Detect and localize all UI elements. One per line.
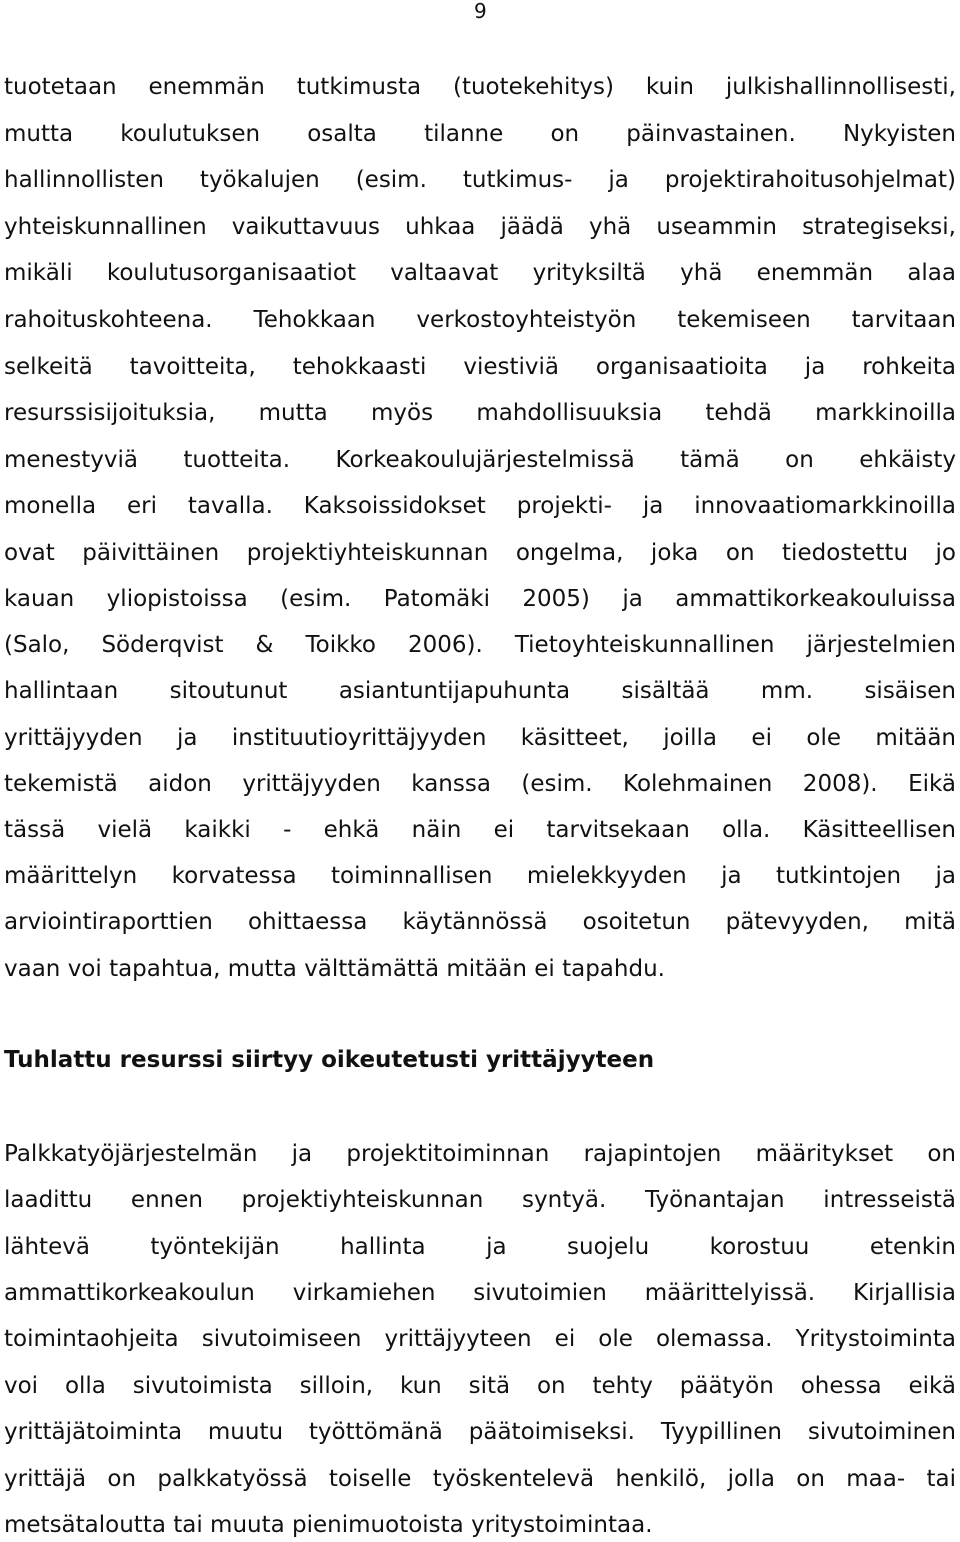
text-line: ammattikorkeakoulun virkamiehen sivutoimien määrittelyissä. Kirjallisia	[4, 1280, 956, 1306]
text-line: yhteiskunnallinen vaikuttavuus uhkaa jäädä yhä useammin strategiseksi,	[4, 214, 956, 240]
text-line: lähtevä työntekijän hallinta ja suojelu korostuu etenkin	[4, 1234, 956, 1260]
text-line: yrittäjä on palkkatyössä toiselle työskentelevä henkilö, jolla on maa- tai	[4, 1466, 956, 1492]
text-line: rahoituskohteena. Tehokkaan verkostoyhteistyön tekemiseen tarvitaan	[4, 307, 956, 333]
text-line: määrittelyn korvatessa toiminnallisen mielekkyyden ja tutkintojen ja	[4, 863, 956, 889]
text-line: selkeitä tavoitteita, tehokkaasti viestiviä organisaatioita ja rohkeita	[4, 354, 956, 380]
text-line: hallintaan sitoutunut asiantuntijapuhunta sisältää mm. sisäisen	[4, 678, 956, 704]
section-heading: Tuhlattu resurssi siirtyy oikeutetusti yrittäjyyteen	[4, 1047, 655, 1073]
page-number: 9	[474, 0, 487, 23]
text-line: tässä vielä kaikki - ehkä näin ei tarvitsekaan olla. Käsitteellisen	[4, 817, 956, 843]
text-line: tuotetaan enemmän tutkimusta (tuotekehitys) kuin julkishallinnollisesti,	[4, 74, 956, 100]
text-line: ovat päivittäinen projektiyhteiskunnan ongelma, joka on tiedostettu jo	[4, 540, 956, 566]
text-line: voi olla sivutoimista silloin, kun sitä on tehty päätyön ohessa eikä	[4, 1373, 956, 1399]
text-line: mutta koulutuksen osalta tilanne on päinvastainen. Nykyisten	[4, 121, 956, 147]
text-line: Palkkatyöjärjestelmän ja projektitoiminnan rajapintojen määritykset on	[4, 1141, 956, 1167]
text-line: resurssisijoituksia, mutta myös mahdollisuuksia tehdä markkinoilla	[4, 400, 956, 426]
text-line: tekemistä aidon yrittäjyyden kanssa (esim. Kolehmainen 2008). Eikä	[4, 771, 956, 797]
text-line: toimintaohjeita sivutoimiseen yrittäjyyteen ei ole olemassa. Yritystoiminta	[4, 1326, 956, 1352]
text-line: kauan yliopistoissa (esim. Patomäki 2005) ja ammattikorkeakouluissa	[4, 586, 956, 612]
text-line: laadittu ennen projektiyhteiskunnan syntyä. Työnantajan intresseistä	[4, 1187, 956, 1213]
text-line: (Salo, Söderqvist & Toikko 2006). Tietoyhteiskunnallinen järjestelmien	[4, 632, 956, 658]
text-line: arviointiraporttien ohittaessa käytännössä osoitetun pätevyyden, mitä	[4, 909, 956, 935]
text-line: mikäli koulutusorganisaatiot valtaavat yrityksiltä yhä enemmän alaa	[4, 260, 956, 286]
text-line: metsätaloutta tai muuta pienimuotoista yritystoimintaa.	[4, 1512, 653, 1538]
text-line: monella eri tavalla. Kaksoissidokset projekti- ja innovaatiomarkkinoilla	[4, 493, 956, 519]
text-line: yrittäjyyden ja instituutioyrittäjyyden käsitteet, joilla ei ole mitään	[4, 725, 956, 751]
text-line: menestyviä tuotteita. Korkeakoulujärjestelmissä tämä on ehkäisty	[4, 447, 956, 473]
text-line: yrittäjätoiminta muutu työttömänä päätoimiseksi. Tyypillinen sivutoiminen	[4, 1419, 956, 1445]
text-line: vaan voi tapahtua, mutta välttämättä mitään ei tapahdu.	[4, 956, 665, 982]
text-line: hallinnollisten työkalujen (esim. tutkimus- ja projektirahoitusohjelmat)	[4, 167, 956, 193]
